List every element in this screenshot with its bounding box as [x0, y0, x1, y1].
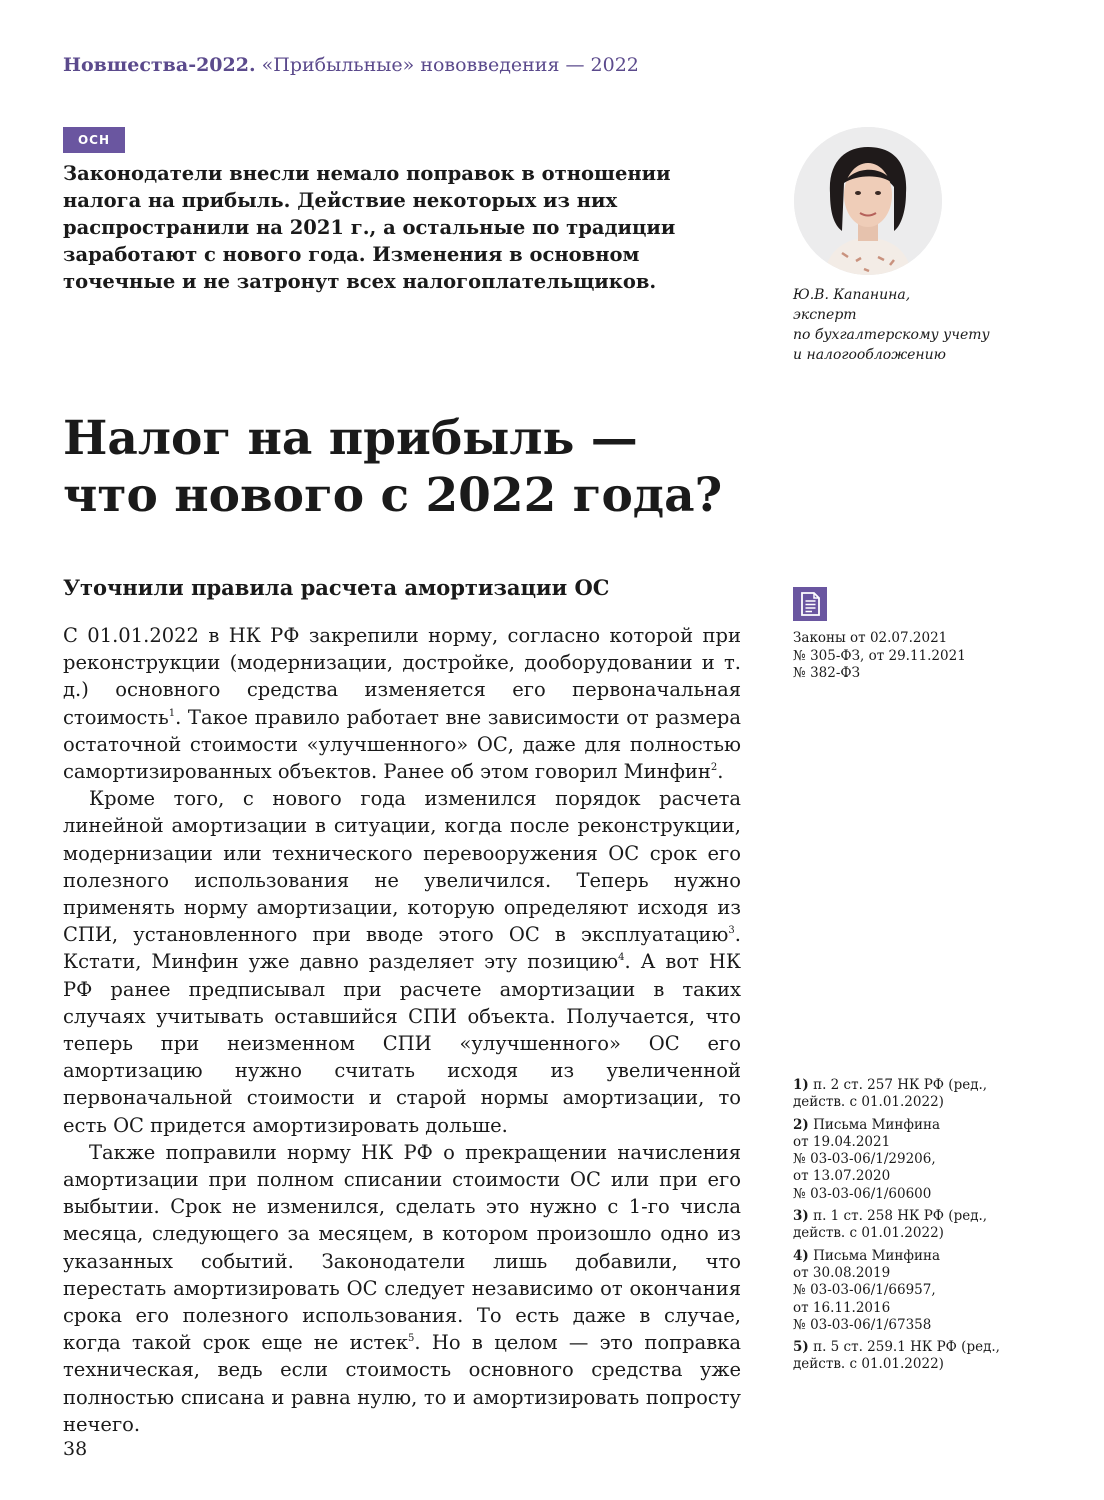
section-heading: Уточнили правила расчета амортизации ОС: [63, 575, 610, 600]
article-title: [63, 410, 783, 524]
author-line: Ю.В. Капанина,: [793, 287, 911, 303]
lead-paragraph: Законодатели внесли немало поправок в отношении налога на прибыль. Действие некоторых из них распространили на 2021 г., а остальные по традиции заработают с нового года. Изменения в основном точечные и не затронут всех налогоплательщиков.: [63, 162, 676, 293]
footnote: 5) п. 5 ст. 259.1 НК РФ (ред., действ. с 01.01.2022): [793, 1339, 1000, 1373]
title-line: Налог на прибыль —: [63, 411, 638, 466]
footnote-ref[interactable]: 2: [710, 762, 718, 774]
article-body: [63, 622, 741, 1438]
title-line: что нового с 2022 года?: [63, 468, 723, 523]
author-line: эксперт: [793, 307, 857, 323]
document-icon: [793, 587, 827, 621]
author-photo: [794, 127, 942, 275]
law-ref-line: № 382-ФЗ: [793, 665, 861, 681]
footnote-ref[interactable]: 3: [728, 925, 735, 937]
law-ref-line: № 305-ФЗ, от 29.11.2021: [793, 647, 966, 664]
body-paragraph-2: Кроме того, с нового года изменился порядок расчета линейной амортизации в ситуации, когда после реконструкции, модернизации или технического перевооружения ОС срок его полезного использования не увеличился. Теперь нужно применять норму амортизации, которую определяют исходя из СПИ, установленного при вводе этого ОС в эксплуатацию$^3$. Кстати, Минфин уже давно разделяет эту позицию$^4$. А вот НК РФ ранее предписывал при расчете амортизации в таких случаях учитывать оставшийся СПИ объекта. Получается, что теперь при неизменном СПИ «улучшенного» ОС его амортизацию нужно считать исходя из увеличенной первоначальной стоимости и старой нормы амортизации, то есть ОС придется амортизировать дольше.: [63, 787, 741, 1137]
author-line: и налогообложению: [793, 347, 946, 363]
footnote: 3) п. 1 ст. 258 НК РФ (ред., действ. с 01.01.2022): [793, 1208, 988, 1242]
body-paragraph-1: С 01.01.2022 в НК РФ закрепили норму, согласно которой при реконструкции (модернизации, достройке, дооборудовании и т. д.) основного средства изменяется его первоначальная стоимость$^1$. Такое правило работает вне зависимости от размера остаточной стоимости «улучшенного» ОС, даже для полностью самортизированных объектов. Ранее об этом говорил Минфин$^2$.: [63, 624, 741, 784]
author-caption: [793, 285, 1053, 365]
footnote-ref[interactable]: 5: [408, 1333, 415, 1345]
body-paragraph-3: Также поправили норму НК РФ о прекращении начисления амортизации при полном списании стоимости ОС или при его выбытии. Срок не изменился, сделать это нужно с 1-го числа месяца, следующего за месяцем, в котором произошло одно из указанных событий. Законодатели лишь добавили, что перестать амортизировать ОС следует независимо от окончания срока его полезного использования. То есть даже в случае, когда такой срок еще не истек$^5$. Но в целом — это поправка техническая, ведь если стоимость основного средства уже полностью списана и равна нулю, то и амортизировать попросту нечего.: [63, 1140, 741, 1436]
tax-regime-badge: ОСН: [63, 127, 125, 153]
header-section: Новшества-2022.: [63, 54, 256, 76]
running-header: [63, 54, 639, 76]
footnote: 2) Письма Минфина от 19.04.2021 № 03-03-06/1/29206, от 13.07.2020 № 03-03-06/1/60600: [793, 1116, 941, 1202]
law-ref-line: Законы от 02.07.2021: [793, 630, 948, 646]
author-line: по бухгалтерскому учету: [793, 327, 990, 343]
header-subtitle: «Прибыльные» нововведения — 2022: [261, 54, 639, 76]
page-number: 38: [63, 1438, 88, 1460]
footnote-ref[interactable]: 1: [168, 707, 176, 719]
footnote-ref[interactable]: 4: [618, 952, 625, 964]
footnote: 1) п. 2 ст. 257 НК РФ (ред., действ. с 01.01.2022): [793, 1077, 988, 1111]
law-reference: [793, 630, 1033, 683]
footnote: 4) Письма Минфина от 30.08.2019 № 03-03-06/1/66957, от 16.11.2016 № 03-03-06/1/67358: [793, 1247, 941, 1333]
footnotes: [793, 1077, 1073, 1379]
